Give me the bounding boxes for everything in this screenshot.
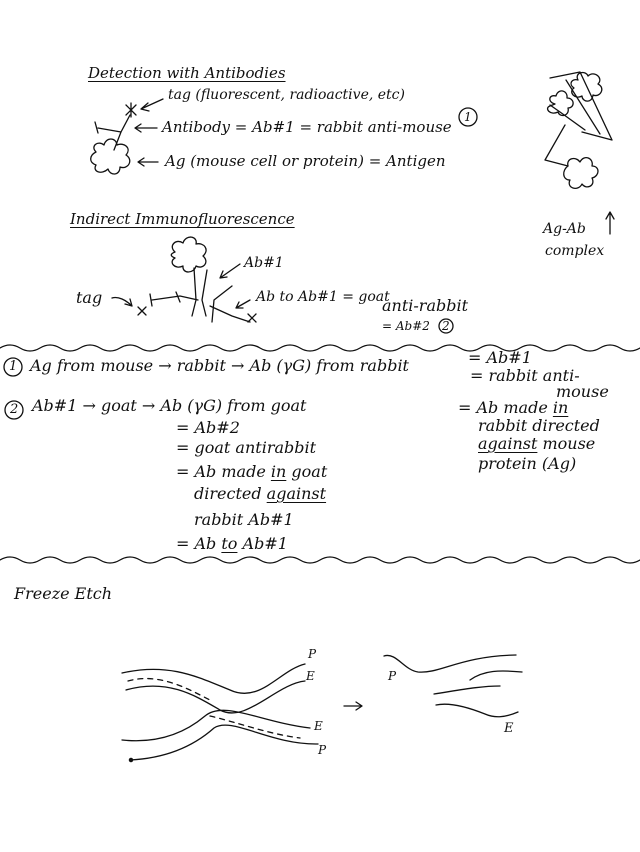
tag-star-icon xyxy=(126,103,136,117)
goat-eq-ab1-suffix: Ab#1 xyxy=(237,534,288,553)
goat-eq-ab-prefix: = Ab xyxy=(176,534,222,553)
goat-eq-made-in-suffix: goat xyxy=(286,462,328,481)
right-note-made-in xyxy=(458,400,568,416)
label-e-top: E xyxy=(306,669,315,683)
complex-up-arrow xyxy=(606,212,614,234)
goat-eq-made-in-underlined: in xyxy=(270,462,287,481)
goat-eq-ab2: = Ab#2 xyxy=(176,418,240,437)
goat-eq-to-underlined: to xyxy=(221,534,238,553)
goat-pathway-line: Ab#1 → goat → Ab (γG) from goat xyxy=(32,396,307,415)
section4-title: Freeze Etch xyxy=(14,584,113,603)
goat-eq-against-underlined: against xyxy=(266,484,327,503)
goat-eq-directed-prefix: directed xyxy=(194,484,267,503)
label-e-mid: E xyxy=(314,719,323,733)
ab2-ref-number: 2 xyxy=(442,319,450,333)
arrow-to-ab1 xyxy=(220,264,240,278)
right-note-against-underlined: against xyxy=(478,434,538,453)
rabbit-pathway-eq1c: mouse xyxy=(556,382,609,401)
goat-eq-ab-to-ab1 xyxy=(176,536,288,552)
tag-label: tag xyxy=(76,288,103,307)
rabbit-pathway-eq1: = Ab#1 xyxy=(468,348,532,367)
right-note-protein: protein (Ag) xyxy=(478,454,577,473)
goat-eq-rabbit-ab1: rabbit Ab#1 xyxy=(194,510,294,529)
wavy-divider-bottom xyxy=(0,557,640,563)
arrow-to-antibody xyxy=(135,124,157,132)
freeze-etch-result-sketch xyxy=(384,655,522,717)
arrow-to-ab-to-ab1 xyxy=(236,300,250,308)
goat-eq-directed xyxy=(194,486,326,502)
arrow-to-antigen xyxy=(138,158,158,166)
freeze-etch-membrane-sketch xyxy=(122,664,318,762)
antibody-ref-number: 1 xyxy=(464,110,472,124)
ab-to-ab1-label: Ab to Ab#1 = goat xyxy=(256,289,390,305)
arrow-from-tag xyxy=(112,297,132,306)
indirect-if-sketch xyxy=(138,237,256,322)
rabbit-pathway-line: Ag from mouse → rabbit → Ab (γG) from rabbit xyxy=(30,356,409,375)
item-number-2: 2 xyxy=(10,402,19,417)
antigen-description: Ag (mouse cell or protein) = Antigen xyxy=(165,152,446,170)
ab1-label: Ab#1 xyxy=(244,255,284,271)
wavy-divider-top xyxy=(0,345,640,351)
ag-ab-complex-sketch xyxy=(545,72,612,188)
complex-label: Ag-Ab xyxy=(543,221,586,237)
goat-eq-antirabbit: = goat antirabbit xyxy=(176,438,317,457)
label-p-right: P xyxy=(388,669,397,683)
right-note-against xyxy=(478,436,595,452)
item-number-1: 1 xyxy=(9,359,18,374)
right-note-prefix: = Ab made xyxy=(458,398,553,417)
anti-rabbit-label: anti-rabbit xyxy=(382,296,469,315)
goat-eq-made-in-prefix: = Ab made xyxy=(176,462,271,481)
section1-title: Detection with Antibodies xyxy=(88,64,286,82)
antibody-description: Antibody = Ab#1 = rabbit anti-mouse xyxy=(162,118,452,136)
etch-arrow xyxy=(344,702,362,710)
goat-eq-made-in xyxy=(176,464,327,480)
antigen-blob-icon xyxy=(91,139,130,174)
right-note-mouse: mouse xyxy=(537,434,596,453)
ab2-label: = Ab#2 xyxy=(382,319,430,333)
tag-description: tag (fluorescent, radioactive, etc) xyxy=(168,87,405,103)
right-note-in-underlined: in xyxy=(552,398,569,417)
label-p-top: P xyxy=(308,647,317,661)
complex-label-2: complex xyxy=(545,243,605,259)
section2-title: Indirect Immunofluorescence xyxy=(70,210,295,228)
arrow-to-tag xyxy=(141,99,163,111)
rabbit-pathway-eq1b: = rabbit anti- xyxy=(470,366,580,385)
right-note-directed: rabbit directed xyxy=(478,416,600,435)
label-p-bottom: P xyxy=(318,743,327,757)
label-e-right: E xyxy=(504,721,514,736)
